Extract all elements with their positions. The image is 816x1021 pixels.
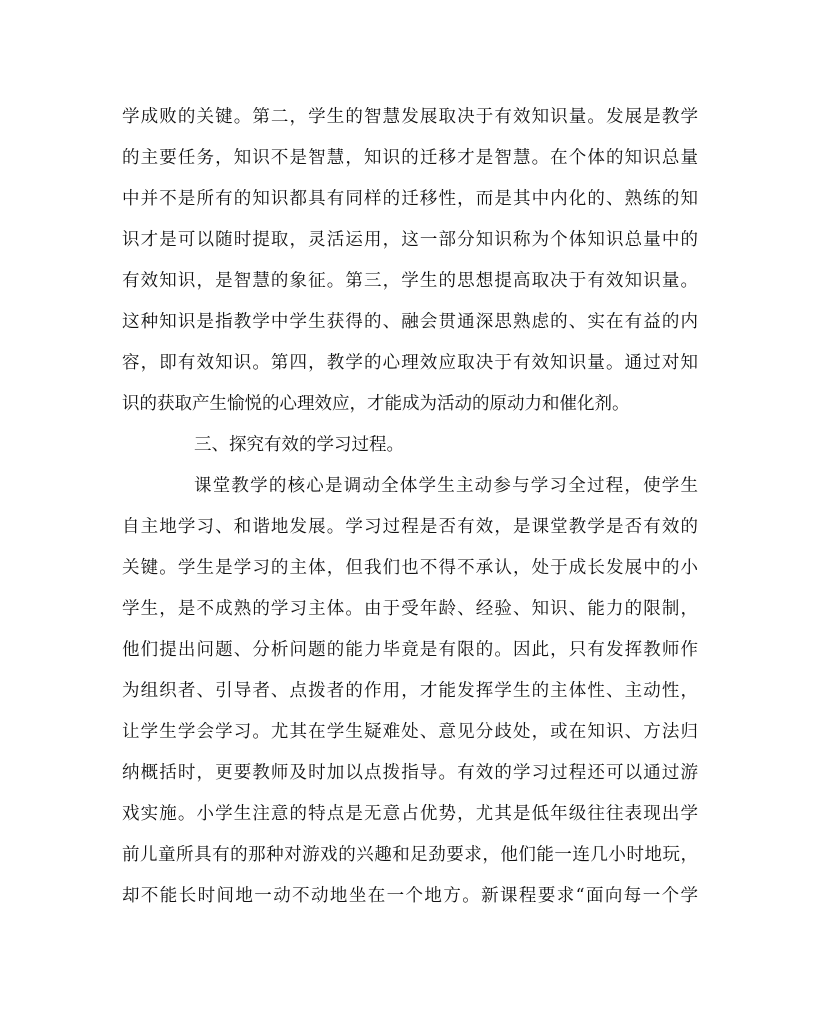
paragraph-line: 戏实施。小学生注意的特点是无意占优势，尤其是低年级往往表现出学 (122, 804, 698, 824)
paragraph-line: 为组织者、引导者、点拨者的作用，才能发挥学生的主体性、主动性， (122, 681, 698, 701)
paragraph-line: 学生，是不成熟的学习主体。由于受年龄、经验、知识、能力的限制， (122, 599, 698, 619)
paragraph-line: 前儿童所具有的那种对游戏的兴趣和足劲要求，他们能一连几小时地玩， (122, 845, 698, 865)
paragraph-line: 识才是可以随时提取，灵活运用，这一部分知识称为个体知识总量中的 (122, 230, 698, 250)
paragraph-line: 学成败的关键。第二，学生的智慧发展取决于有效知识量。发展是教学 (122, 107, 698, 127)
paragraph-line: 他们提出问题、分析问题的能力毕竟是有限的。因此，只有发挥教师作 (122, 640, 698, 660)
paragraph-line: 纳概括时，更要教师及时加以点拨指导。有效的学习过程还可以通过游 (122, 763, 698, 783)
paragraph-line: 让学生学会学习。尤其在学生疑难处、意见分歧处，或在知识、方法归 (122, 722, 698, 742)
paragraph-line: 这种知识是指教学中学生获得的、融会贯通深思熟虑的、实在有益的内 (122, 312, 698, 332)
paragraph-line: 容，即有效知识。第四，教学的心理效应取决于有效知识量。通过对知 (122, 353, 698, 373)
paragraph-line: 课堂教学的核心是调动全体学生主动参与学习全过程，使学生 (194, 476, 698, 496)
paragraph-line: 识的获取产生愉悦的心理效应，才能成为活动的原动力和催化剂。 (122, 394, 630, 414)
paragraph-line: 关键。学生是学习的主体，但我们也不得不承认，处于成长发展中的小 (122, 558, 698, 578)
section-heading: 三、探究有效的学习过程。 (194, 435, 404, 455)
paragraph-line: 自主地学习、和谐地发展。学习过程是否有效，是课堂教学是否有效的 (122, 517, 698, 537)
paragraph-line: 的主要任务，知识不是智慧，知识的迁移才是智慧。在个体的知识总量 (122, 148, 698, 168)
paragraph-line: 有效知识，是智慧的象征。第三，学生的思想提高取决于有效知识量。 (122, 271, 698, 291)
paragraph-line: 中并不是所有的知识都具有同样的迁移性，而是其中内化的、熟练的知 (122, 189, 698, 209)
paragraph-line: 却不能长时间地一动不动地坐在一个地方。新课程要求“面向每一个学 (122, 886, 698, 906)
